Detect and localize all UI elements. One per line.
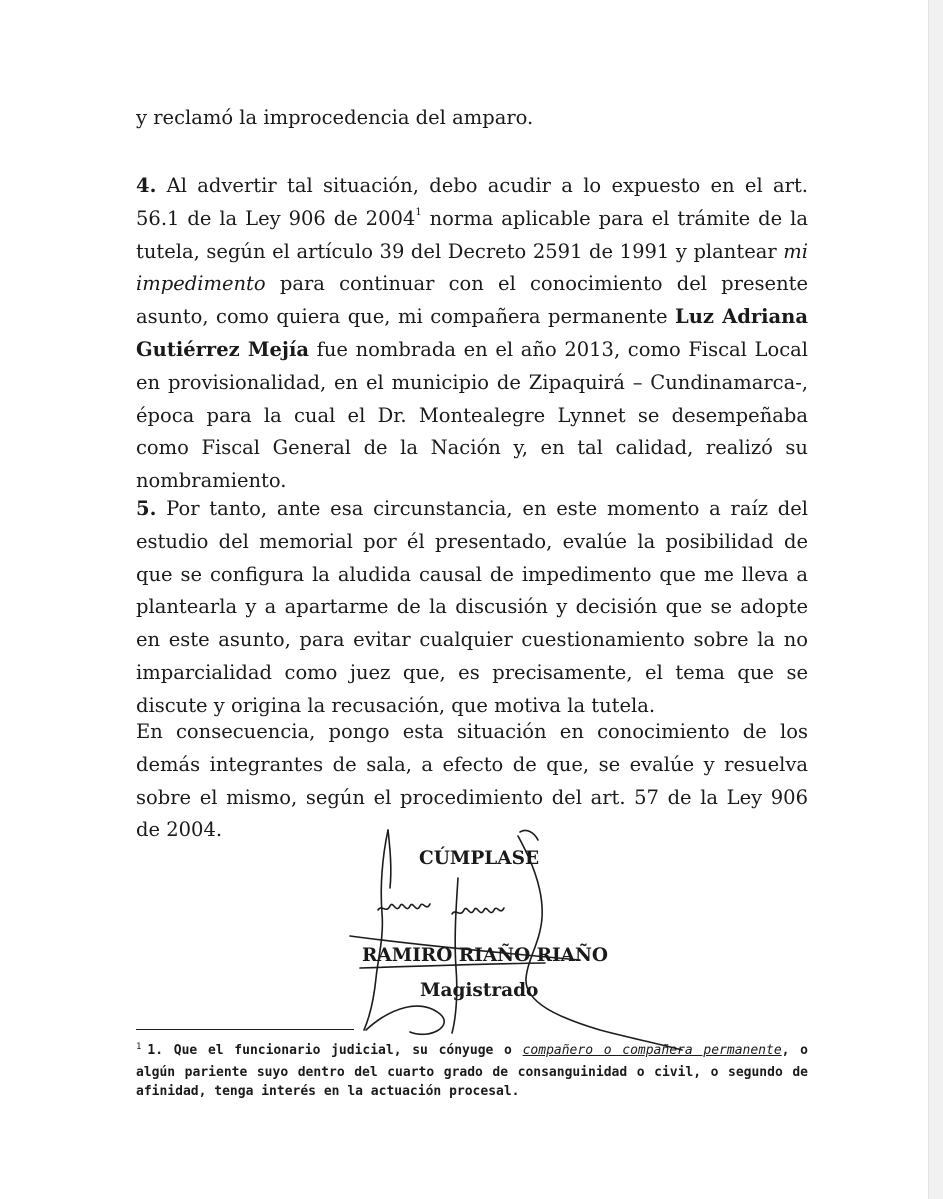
paragraph-text: En consecuencia, pongo esta situación en conocimiento de los demás integrantes de sala, a efecto de que, se evalúe y resuelva sobre el mismo, según el procedimiento del art. 57 de la Ley 906 de 2004. xyxy=(136,720,808,842)
paragraph-text: y reclamó la improcedencia del amparo. xyxy=(136,106,534,129)
paragraph-number: 4. xyxy=(136,174,157,197)
person-name: Luz Adriana Gutiérrez Mejía xyxy=(136,305,808,361)
footnote-mark: 1 xyxy=(136,1042,142,1052)
footnote xyxy=(136,1041,808,1102)
paragraph-5 xyxy=(136,493,808,723)
footnote-underlined-text: compañero o compañera permanente xyxy=(522,1043,782,1058)
paragraph-4 xyxy=(136,170,808,498)
paragraph-text: norma aplicable para el trámite de la tutela, según el artículo 39 del Decreto 2591 de 1991 y plantear xyxy=(136,206,808,263)
footnote-text: 1. Que el funcionario judicial, su cónyuge o xyxy=(147,1043,523,1058)
emphasis-text: mi impedimento xyxy=(136,239,808,296)
page-edge xyxy=(928,0,943,1199)
footnote-separator xyxy=(136,1029,354,1030)
paragraph-text: Por tanto, ante esa circunstancia, en este momento a raíz del estudio del memorial por él presentado, evalúe la posibilidad de que se configura la aludida causal de impedimento que me lleva a plantearla y a apartarme de la discusión y decisión que se adopte en este asunto, para evitar cualquier cuestionamiento sobre la no imparcialidad como juez que, es precisamente, el tema que se discute y origina la recusación, que motiva la tutela. xyxy=(136,497,808,717)
footnote-reference: 1 xyxy=(415,207,422,219)
paragraph-text: fue nombrada en el año 2013, como Fiscal Local en provisionalidad, en el municipio de Zipaquirá – Cundinamarca-, época para la cual el Dr. Montealegre Lynnet se desempeñaba como Fiscal General de la Nación y, en tal calidad, realizó su nombramiento. xyxy=(136,337,808,493)
paragraph-number: 5. xyxy=(136,497,157,520)
handwritten-signature xyxy=(330,818,690,1058)
paragraph-text: para continuar con el conocimiento del presente asunto, como quiera que, mi compañera permanente xyxy=(136,272,808,329)
signer-name: RAMIRO RIAÑO RIAÑO xyxy=(362,945,609,966)
footnote-text: , o algún pariente suyo dentro del cuarto grado de consanguinidad o civil, o segundo de afinidad, tenga interés en la actuación procesal. xyxy=(136,1043,809,1099)
signer-role: Magistrado xyxy=(420,980,539,1001)
paragraph-text: Al advertir tal situación, debo acudir a lo expuesto en el art. 56.1 de la Ley 906 de 2004 xyxy=(136,174,808,230)
paragraph-continuation xyxy=(136,102,808,135)
closing-word: CÚMPLASE xyxy=(419,848,540,869)
